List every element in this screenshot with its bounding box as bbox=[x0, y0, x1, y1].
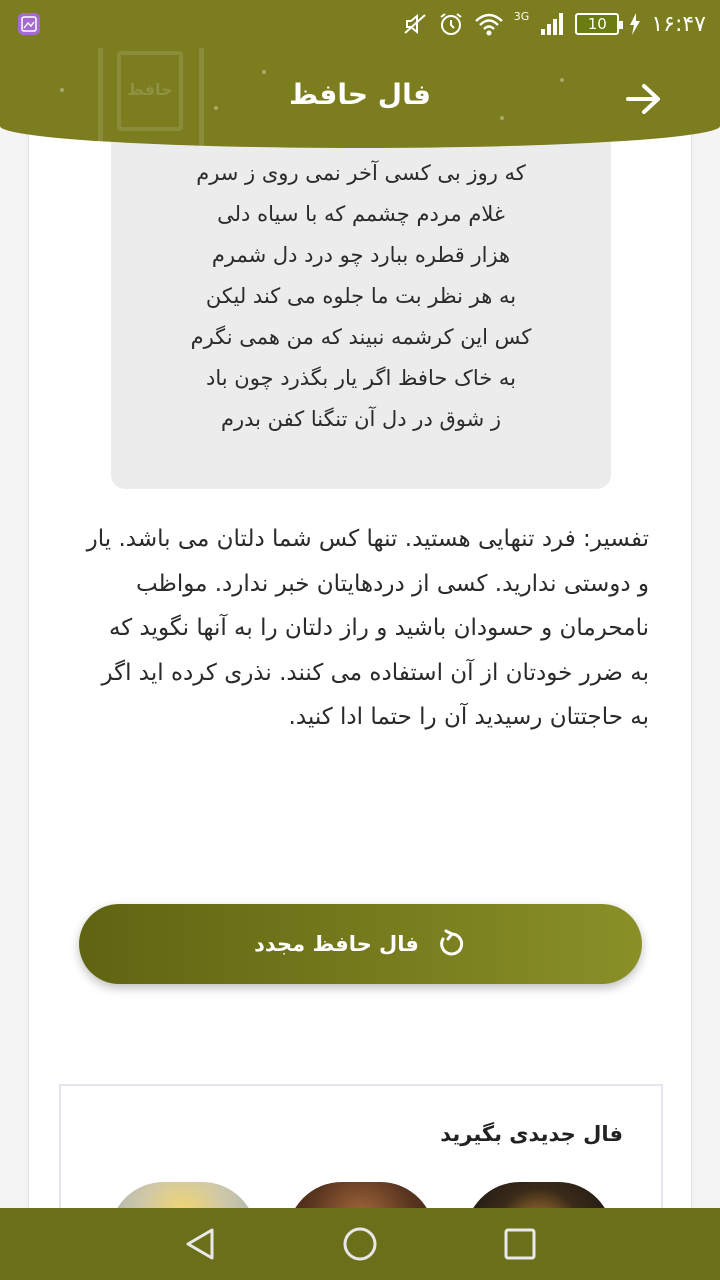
poem-line: به خاک حافظ اگر یار بگذرد چون باد bbox=[206, 366, 516, 390]
new-fal-section bbox=[59, 1084, 663, 1210]
signal-icon bbox=[539, 11, 565, 37]
status-time: ۱۶:۴۷ bbox=[651, 11, 706, 37]
page-title: فال حافظ bbox=[289, 78, 431, 111]
fal-thumbnail-coffee[interactable] bbox=[287, 1182, 435, 1210]
triangle-back-icon bbox=[182, 1226, 218, 1262]
retry-fal-label: فال حافظ مجدد bbox=[254, 932, 419, 956]
circle-home-icon bbox=[342, 1226, 378, 1262]
content-card bbox=[28, 100, 692, 1210]
charging-icon bbox=[629, 13, 641, 35]
poem-line: کس این کرشمه نبیند که من همی نگرم bbox=[190, 325, 532, 349]
alarm-icon bbox=[438, 11, 464, 37]
poem-line: هزار قطره ببارد چو درد دل شمرم bbox=[211, 243, 511, 267]
poem-line: که روز بی کسی آخر نمی روی ز سرم bbox=[196, 161, 526, 185]
poem-box bbox=[111, 111, 611, 489]
nav-recents-button[interactable] bbox=[502, 1226, 538, 1262]
interpretation-text: تفسیر: فرد تنهایی هستید. تنها کس شما دلتان می باشد. یار و دوستی ندارید. کسی از دردهایتان خبر ندارد. مواظب نامحرمان و حسودان باشید و راز دلتان را به آنها نگوید که به ضرر خودتان از آن استفاده می کنند. نذری کرده اید اگر به حاجتتان رسیدید آن را حتما ادا کنید. bbox=[86, 526, 649, 730]
new-fal-title: فال جدیدی بگیرید bbox=[440, 1122, 623, 1146]
system-nav-bar bbox=[0, 1208, 720, 1280]
poem-line: غلام مردم چشمم که با سیاه دلی bbox=[217, 202, 505, 226]
gallery-notification-icon bbox=[18, 13, 40, 35]
status-bar bbox=[0, 0, 720, 48]
app-header bbox=[0, 48, 720, 148]
battery-indicator: 10 bbox=[575, 13, 619, 35]
refresh-icon bbox=[437, 929, 467, 959]
square-recents-icon bbox=[502, 1226, 538, 1262]
back-button[interactable] bbox=[624, 82, 664, 116]
poem-line: ز شوق در دل آن تنگنا کفن بدرم bbox=[220, 407, 502, 431]
mute-icon bbox=[402, 11, 428, 37]
retry-fal-button[interactable] bbox=[79, 904, 642, 984]
nav-back-button[interactable] bbox=[182, 1226, 218, 1262]
status-icons bbox=[402, 8, 706, 40]
fal-thumbnail-candle[interactable] bbox=[465, 1182, 613, 1210]
network-type: 3G bbox=[513, 9, 530, 23]
poem-lines bbox=[111, 153, 611, 440]
wifi-icon bbox=[474, 11, 504, 37]
arrow-right-icon bbox=[624, 82, 664, 116]
fal-thumbnail-tarot[interactable] bbox=[109, 1182, 257, 1210]
book-watermark-icon: حافظ bbox=[98, 48, 204, 148]
nav-home-button[interactable] bbox=[342, 1226, 378, 1262]
poem-line: به هر نظر بت ما جلوه می کند لیکن bbox=[205, 284, 517, 308]
